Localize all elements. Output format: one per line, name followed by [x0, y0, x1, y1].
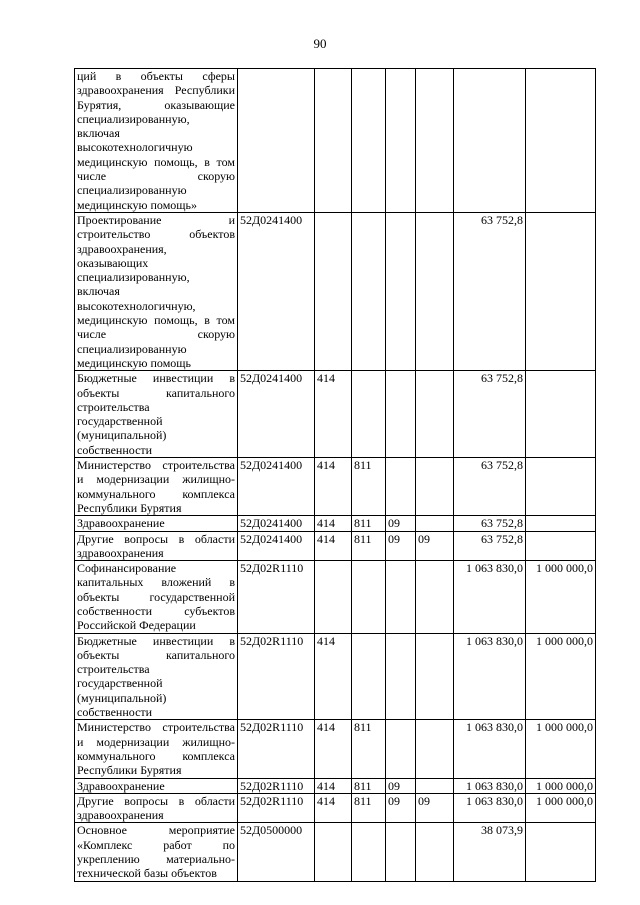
subsection-code-cell	[416, 371, 454, 458]
section-code-cell	[386, 371, 416, 458]
amount-year1-cell: 1 063 830,0	[454, 793, 526, 823]
section-code-cell: 09	[386, 531, 416, 561]
amount-year2-cell	[526, 371, 596, 458]
amount-year2-cell	[526, 212, 596, 370]
subsection-code-cell	[416, 561, 454, 633]
row-name-cell: Здравоохранение	[75, 778, 238, 793]
amount-year1-cell: 63 752,8	[454, 212, 526, 370]
ministry-code-cell: 811	[352, 531, 386, 561]
expense-group-cell: 414	[315, 793, 352, 823]
amount-year2-cell: 1 000 000,0	[526, 561, 596, 633]
subsection-code-cell	[416, 633, 454, 720]
ministry-code-cell: 811	[352, 778, 386, 793]
target-code-cell: 52Д0500000	[238, 823, 315, 881]
table-row	[75, 720, 596, 778]
ministry-code-cell: 811	[352, 720, 386, 778]
row-name-cell: Бюджетные инвестиции в объекты капитального строительства государственной (муниципальной) собственности	[75, 633, 238, 720]
section-code-cell	[386, 69, 416, 213]
table-row	[75, 633, 596, 720]
amount-year1-cell	[454, 69, 526, 213]
section-code-cell: 09	[386, 778, 416, 793]
row-name-cell: Министерство строительства и модернизации жилищно-коммунального комплекса Республики Бурятия	[75, 720, 238, 778]
target-code-cell: 52Д02R1110	[238, 561, 315, 633]
section-code-cell	[386, 823, 416, 881]
budget-table	[74, 68, 596, 882]
amount-year2-cell: 1 000 000,0	[526, 793, 596, 823]
amount-year2-cell	[526, 516, 596, 531]
amount-year1-cell: 1 063 830,0	[454, 561, 526, 633]
row-name-cell: Другие вопросы в области здравоохранения	[75, 531, 238, 561]
amount-year1-cell: 63 752,8	[454, 531, 526, 561]
row-name-cell: Основное мероприятие «Комплекс работ по укреплению материально-технической базы объектов	[75, 823, 238, 881]
expense-group-cell	[315, 69, 352, 213]
amount-year1-cell: 38 073,9	[454, 823, 526, 881]
ministry-code-cell	[352, 371, 386, 458]
expense-group-cell: 414	[315, 633, 352, 720]
row-name-cell: Проектирование и строительство объектов здравоохранения, оказывающих специализированную, включая высокотехнологичную, медицинскую помощь, в том числе скорую специализированную медицинскую помощь	[75, 212, 238, 370]
subsection-code-cell: 09	[416, 793, 454, 823]
table-row	[75, 69, 596, 213]
row-name-cell: Здравоохранение	[75, 516, 238, 531]
section-code-cell	[386, 212, 416, 370]
section-code-cell	[386, 633, 416, 720]
expense-group-cell	[315, 561, 352, 633]
subsection-code-cell	[416, 720, 454, 778]
subsection-code-cell	[416, 212, 454, 370]
table-row	[75, 371, 596, 458]
section-code-cell: 09	[386, 793, 416, 823]
ministry-code-cell: 811	[352, 458, 386, 516]
table-row	[75, 561, 596, 633]
amount-year1-cell: 1 063 830,0	[454, 633, 526, 720]
target-code-cell	[238, 69, 315, 213]
expense-group-cell: 414	[315, 458, 352, 516]
subsection-code-cell	[416, 458, 454, 516]
table-row	[75, 531, 596, 561]
subsection-code-cell	[416, 823, 454, 881]
amount-year1-cell: 63 752,8	[454, 458, 526, 516]
amount-year2-cell	[526, 458, 596, 516]
target-code-cell: 52Д02R1110	[238, 793, 315, 823]
expense-group-cell: 414	[315, 371, 352, 458]
amount-year2-cell	[526, 69, 596, 213]
amount-year1-cell: 63 752,8	[454, 516, 526, 531]
section-code-cell	[386, 561, 416, 633]
row-name-cell: ций в объекты сферы здравоохранения Республики Бурятия, оказывающие специализированную, включая высокотехнологичную медицинскую помощь, в том числе скорую специализированную медицинскую помощь»	[75, 69, 238, 213]
expense-group-cell: 414	[315, 516, 352, 531]
subsection-code-cell: 09	[416, 531, 454, 561]
target-code-cell: 52Д0241400	[238, 371, 315, 458]
page-number: 90	[313, 36, 327, 51]
target-code-cell: 52Д02R1110	[238, 778, 315, 793]
ministry-code-cell	[352, 69, 386, 213]
ministry-code-cell	[352, 823, 386, 881]
target-code-cell: 52Д0241400	[238, 516, 315, 531]
ministry-code-cell: 811	[352, 516, 386, 531]
table-row	[75, 793, 596, 823]
row-name-cell: Другие вопросы в области здравоохранения	[75, 793, 238, 823]
amount-year1-cell: 63 752,8	[454, 371, 526, 458]
expense-group-cell: 414	[315, 720, 352, 778]
ministry-code-cell: 811	[352, 793, 386, 823]
target-code-cell: 52Д02R1110	[238, 633, 315, 720]
amount-year2-cell: 1 000 000,0	[526, 633, 596, 720]
expense-group-cell: 414	[315, 531, 352, 561]
row-name-cell: Софинансирование капитальных вложений в объекты государственной собственности субъектов Российской Федерации	[75, 561, 238, 633]
amount-year2-cell	[526, 531, 596, 561]
amount-year1-cell: 1 063 830,0	[454, 720, 526, 778]
table-row	[75, 516, 596, 531]
table-row	[75, 823, 596, 881]
amount-year2-cell: 1 000 000,0	[526, 778, 596, 793]
target-code-cell: 52Д0241400	[238, 212, 315, 370]
ministry-code-cell	[352, 633, 386, 720]
table-row	[75, 778, 596, 793]
amount-year2-cell: 1 000 000,0	[526, 720, 596, 778]
target-code-cell: 52Д02R1110	[238, 720, 315, 778]
row-name-cell: Бюджетные инвестиции в объекты капитального строительства государственной (муниципальной) собственности	[75, 371, 238, 458]
amount-year2-cell	[526, 823, 596, 881]
subsection-code-cell	[416, 516, 454, 531]
amount-year1-cell: 1 063 830,0	[454, 778, 526, 793]
section-code-cell	[386, 720, 416, 778]
target-code-cell: 52Д0241400	[238, 458, 315, 516]
target-code-cell: 52Д0241400	[238, 531, 315, 561]
expense-group-cell: 414	[315, 778, 352, 793]
section-code-cell	[386, 458, 416, 516]
subsection-code-cell	[416, 778, 454, 793]
table-row	[75, 212, 596, 370]
ministry-code-cell	[352, 212, 386, 370]
subsection-code-cell	[416, 69, 454, 213]
section-code-cell: 09	[386, 516, 416, 531]
expense-group-cell	[315, 823, 352, 881]
row-name-cell: Министерство строительства и модернизации жилищно-коммунального комплекса Республики Бурятия	[75, 458, 238, 516]
table-row	[75, 458, 596, 516]
ministry-code-cell	[352, 561, 386, 633]
expense-group-cell	[315, 212, 352, 370]
